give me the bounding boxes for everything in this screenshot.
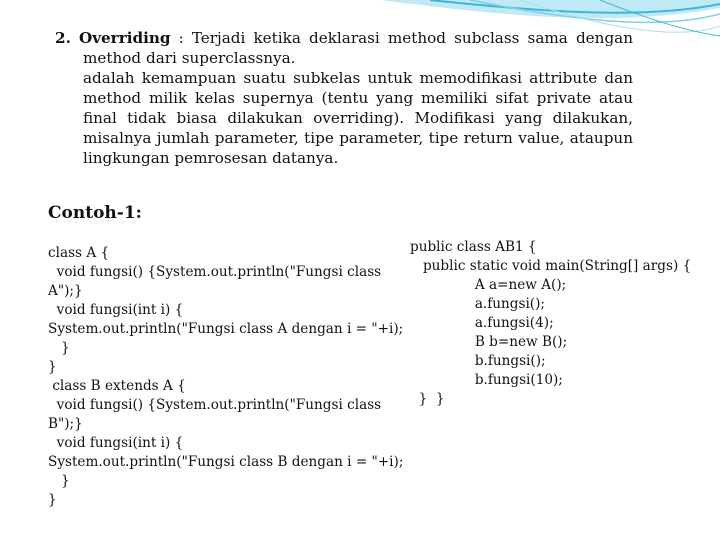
code-line: void fungsi(int i) { xyxy=(48,435,184,451)
code-line: System.out.println("Fungsi class A dengan i = "+i); xyxy=(48,321,404,337)
code-line: a.fungsi(4); xyxy=(410,315,554,331)
code-line: public class AB1 { xyxy=(410,239,537,255)
code-line: b.fungsi(10); xyxy=(410,372,563,388)
code-line: } xyxy=(48,340,70,356)
code-line: } xyxy=(48,492,57,508)
definition-line-2: method dari superclassnya. xyxy=(83,49,296,67)
definition-line-3: adalah kemampuan suatu subkelas untuk memodifikasi attribute dan xyxy=(83,69,633,87)
definition-line-1 xyxy=(55,28,633,48)
code-line: B");} xyxy=(48,416,83,432)
definition-line-5: final tidak biasa dilakukan overriding). Modifikasi yang dilakukan, xyxy=(83,109,633,127)
definition-line-6: misalnya jumlah parameter, tipe parameter, tipe return value, ataupun xyxy=(83,129,633,147)
code-line: void fungsi() {System.out.println("Fungsi class xyxy=(48,397,382,413)
definition-line-7: lingkungan pemrosesan datanya. xyxy=(83,149,339,167)
code-line: void fungsi() {System.out.println("Fungsi class xyxy=(48,264,382,280)
point-term: Overriding xyxy=(78,29,171,47)
code-block-class-definitions xyxy=(48,244,403,510)
definition-line-1-text: : Terjadi ketika deklarasi method subclass sama dengan xyxy=(170,29,634,47)
code-line: void fungsi(int i) { xyxy=(48,302,184,318)
code-line: class B extends A { xyxy=(48,378,186,394)
code-line: } } xyxy=(410,391,445,407)
code-line: System.out.println("Fungsi class B dengan i = "+i); xyxy=(48,454,404,470)
definition-line-4: method milik kelas supernya (tentu yang memiliki sifat private atau xyxy=(83,89,633,107)
code-line: A");} xyxy=(48,283,83,299)
code-line: } xyxy=(48,473,70,489)
overriding-definition xyxy=(55,28,633,168)
code-line: a.fungsi(); xyxy=(410,296,545,312)
point-number: 2. xyxy=(55,29,71,47)
code-line: A a=new A(); xyxy=(410,277,567,293)
code-line: public static void main(String[] args) { xyxy=(410,258,692,274)
code-block-main-class xyxy=(410,238,700,409)
code-line: } xyxy=(48,359,57,375)
code-line: B b=new B(); xyxy=(410,334,568,350)
example-heading: Contoh-1: xyxy=(48,203,142,223)
code-line: b.fungsi(); xyxy=(410,353,546,369)
code-line: class A { xyxy=(48,245,110,261)
